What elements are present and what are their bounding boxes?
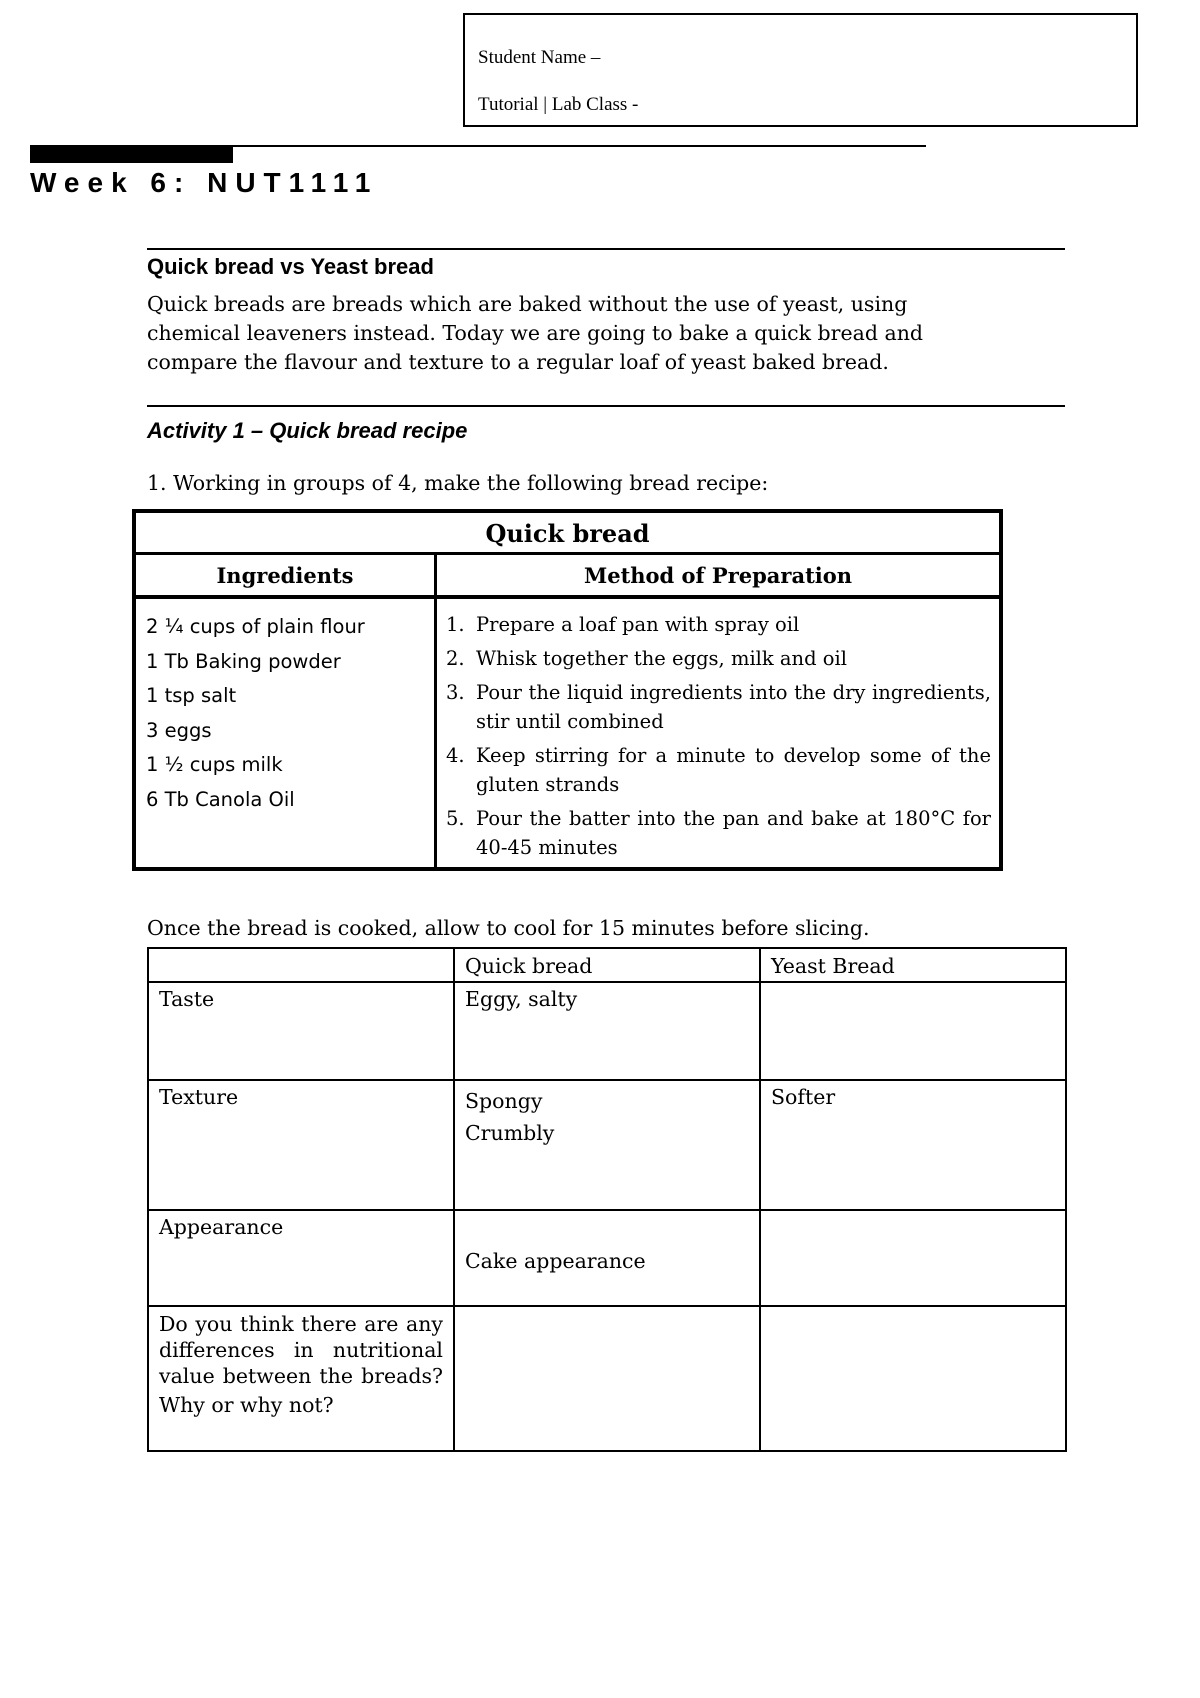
ingredient-item: 3 eggs	[146, 718, 212, 742]
method-step	[446, 678, 991, 736]
intro-paragraph	[147, 290, 1027, 377]
page-title: Week 6: NUT1111	[30, 167, 379, 198]
recipe-table	[132, 509, 1003, 871]
method-header: Method of Preparation	[583, 563, 853, 588]
intro-line: compare the flavour and texture to a regular loaf of yeast baked bread.	[147, 350, 889, 374]
step-text: Whisk together the eggs, milk and oil	[476, 647, 848, 670]
recipe-header-row	[136, 555, 999, 599]
step-text: Keep stirring for a minute to develop some of the gluten strands	[476, 744, 991, 796]
activity-1-heading: Activity 1 – Quick bread recipe	[147, 418, 468, 443]
taste-yeast-cell	[760, 982, 1066, 1080]
comparison-table	[147, 947, 1067, 1452]
ingredient-item: 2 ¼ cups of plain flour	[146, 615, 365, 638]
method-step	[446, 644, 991, 673]
title-accent-bar	[30, 145, 233, 163]
step-text: Pour the batter into the pan and bake at 180°C for 40-45 minutes	[476, 807, 991, 859]
section-divider	[147, 248, 1065, 250]
texture-quick-cell	[454, 1080, 760, 1210]
taste-quick-cell: Eggy, salty	[454, 982, 760, 1080]
activity-1-step-1: 1. Working in groups of 4, make the following bread recipe:	[147, 471, 769, 495]
table-row	[148, 1080, 1066, 1210]
ingredients-header: Ingredients	[216, 563, 354, 588]
step-number: 1.	[446, 613, 465, 636]
row-label-appearance: Appearance	[148, 1210, 454, 1306]
table-row	[148, 982, 1066, 1080]
section-divider	[147, 405, 1065, 407]
nutrition-question: Do you think there are any differences in nutritional value between the breads?	[159, 1312, 443, 1388]
tutorial-lab-class-label: Tutorial | Lab Class -	[478, 94, 639, 115]
step-text: Pour the liquid ingredients into the dry ingredients, stir until combined	[476, 681, 991, 733]
nutrition-followup: Why or why not?	[159, 1393, 334, 1417]
appearance-yeast-cell	[760, 1210, 1066, 1306]
texture-yeast-cell: Softer	[760, 1080, 1066, 1210]
title-rule	[30, 145, 926, 147]
nutrition-quick-cell	[454, 1306, 760, 1451]
step-text: Prepare a loaf pan with spray oil	[476, 613, 800, 636]
appearance-quick-text: Cake appearance	[465, 1249, 646, 1273]
table-header-cell: Yeast Bread	[760, 948, 1066, 982]
ingredient-item: 1 Tb Baking powder	[146, 649, 341, 673]
intro-line: Quick breads are breads which are baked without the use of yeast, using	[147, 292, 908, 316]
step-number: 3.	[446, 681, 465, 704]
ingredient-item: 1 ½ cups milk	[146, 753, 283, 776]
nutrition-yeast-cell	[760, 1306, 1066, 1451]
table-header-cell	[148, 948, 454, 982]
table-row	[148, 1306, 1066, 1451]
method-list	[446, 610, 991, 867]
cooling-instruction: Once the bread is cooked, allow to cool for 15 minutes before slicing.	[147, 916, 870, 940]
intro-line: chemical leaveners instead. Today we are going to bake a quick bread and	[147, 321, 924, 345]
table-row	[148, 1210, 1066, 1306]
recipe-title: Quick bread	[136, 513, 999, 555]
appearance-quick-cell	[454, 1210, 760, 1306]
row-label-texture: Texture	[148, 1080, 454, 1210]
student-name-label: Student Name –	[478, 47, 601, 68]
ingredient-item: 1 tsp salt	[146, 684, 237, 707]
texture-quick-line: Spongy	[465, 1089, 543, 1113]
section-heading-quick-vs-yeast: Quick bread vs Yeast bread	[147, 254, 434, 279]
nutrition-question-cell	[148, 1306, 454, 1451]
table-header-row	[148, 948, 1066, 982]
student-info-box	[463, 13, 1138, 127]
row-label-taste: Taste	[148, 982, 454, 1080]
step-number: 4.	[446, 744, 465, 767]
method-step	[446, 741, 991, 799]
method-step	[446, 804, 991, 862]
ingredient-item: 6 Tb Canola Oil	[146, 787, 295, 811]
step-number: 5.	[446, 807, 465, 830]
method-step	[446, 610, 991, 639]
step-number: 2.	[446, 647, 465, 670]
texture-quick-line: Crumbly	[465, 1121, 555, 1145]
column-divider	[434, 555, 437, 867]
ingredients-list	[146, 610, 426, 817]
table-header-cell: Quick bread	[454, 948, 760, 982]
